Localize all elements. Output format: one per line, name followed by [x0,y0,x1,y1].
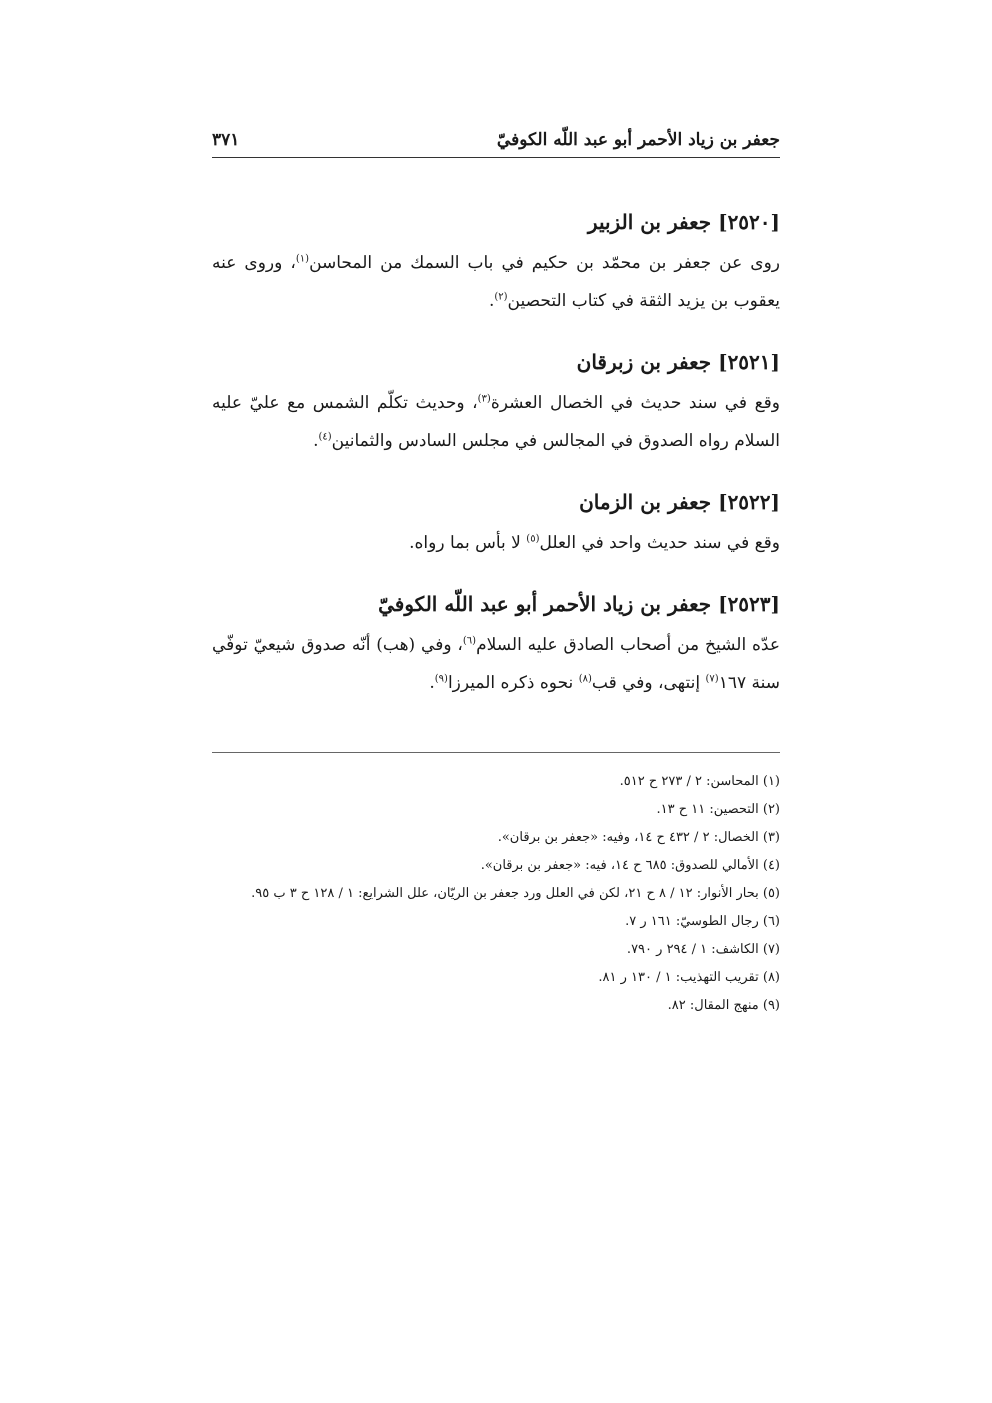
book-page [212,0,780,1403]
body-text: ، وحديث تكلّم الشمس مع عليّ عليه السلام رواه الصدوق في المجالس في مجلس السادس والثمانين [212,393,780,451]
entry-name: جعفر بن زياد الأحمر أبو عبد اللّه الكوفيّ [378,592,712,616]
footnote-ref[interactable]: (٤) [318,431,332,443]
entries [212,204,780,726]
entry-name: جعفر بن الزبير [587,210,712,234]
footnote-ref[interactable]: (٨) [578,673,592,685]
footnote-ref[interactable]: (٩) [434,673,448,685]
footnote-8: (٨) تقريب التهذيب: ١ / ١٣٠ ر ٨١. [598,970,780,985]
footnote-ref[interactable]: (٦) [462,635,477,647]
entry-number: [٢٥٢٢] [718,490,780,514]
body-text: وقع في سند حديث في الخصال العشرة [490,393,781,413]
entry-2520 [212,204,780,320]
entry-name: جعفر بن الزمان [579,490,712,514]
footnote-3: (٣) الخصال: ٢ / ٤٣٢ ح ١٤، وفيه: «جعفر بن برقان». [497,830,780,845]
page-number: ٣٧١ [212,130,240,150]
body-text: . [313,431,319,451]
body-text: . [429,673,435,693]
body-text: نحوه ذكره الميرزا [447,673,579,693]
body-text: ، وفي (هب) أنّه صدوق شيعيّ توفّي سنة ١٦٧ [212,635,780,693]
body-text: إنتهى، وفي قب [591,673,706,693]
footnote-divider [212,752,780,753]
entry-title [212,484,780,520]
footnote-5: (٥) بحار الأنوار: ١٢ / ٨ ح ٢١، لكن في العلل ورد جعفر بن الريّان، علل الشرايع: ١ / ١٢٨ ح ٣ ب ٩٥. [251,886,780,901]
body-text: ، وروى عنه يعقوب بن يزيد الثقة في كتاب التحصين [212,253,780,311]
entry-body [212,244,780,320]
footnotes [212,768,780,1020]
entry-number: [٢٥٢٣] [718,592,780,616]
entry-2522 [212,484,780,562]
body-text: روى عن جعفر بن محمّد بن حكيم في باب السمك من المحاسن [309,253,780,273]
body-text: لا بأس بما رواه. [409,533,527,553]
footnote-4: (٤) الأمالي للصدوق: ٦٨٥ ح ١٤، فيه: «جعفر بن برقان». [480,858,780,873]
entry-2523 [212,586,780,702]
body-text: . [488,291,495,311]
footnote-ref[interactable]: (٥) [526,533,540,545]
footnote-2: (٢) التحصين: ١١ ح ١٣. [656,802,780,817]
body-text: وقع في سند حديث واحد في العلل [539,533,780,553]
entry-number: [٢٥٢١] [718,350,780,374]
footnote-ref[interactable]: (٧) [705,673,719,685]
entry-body [212,626,780,702]
entry-title [212,586,780,622]
footnote-9: (٩) منهج المقال: ٨٢. [667,998,780,1013]
footnote-ref[interactable]: (١) [295,253,310,265]
footnote-ref[interactable]: (٣) [477,393,491,405]
footnote-7: (٧) الكاشف: ١ / ٢٩٤ ر ٧٩٠. [626,942,780,957]
body-text: عدّه الشيخ من أصحاب الصادق عليه السلام [476,635,780,655]
footnote-1: (١) المحاسن: ٢ / ٢٧٣ ح ٥١٢. [619,774,780,789]
entry-body [212,384,780,460]
footnote-ref[interactable]: (٢) [494,291,508,303]
entry-title [212,204,780,240]
running-header [212,118,780,150]
entry-body [212,524,780,562]
header-divider [212,157,780,158]
entry-number: [٢٥٢٠] [718,210,780,234]
entry-title [212,344,780,380]
entry-name: جعفر بن زبرقان [576,350,712,374]
running-title: جعفر بن زياد الأحمر أبو عبد اللّه الكوفيّ [496,130,780,150]
footnote-6: (٦) رجال الطوسيّ: ١٦١ ر ٧. [625,914,780,929]
entry-2521 [212,344,780,460]
